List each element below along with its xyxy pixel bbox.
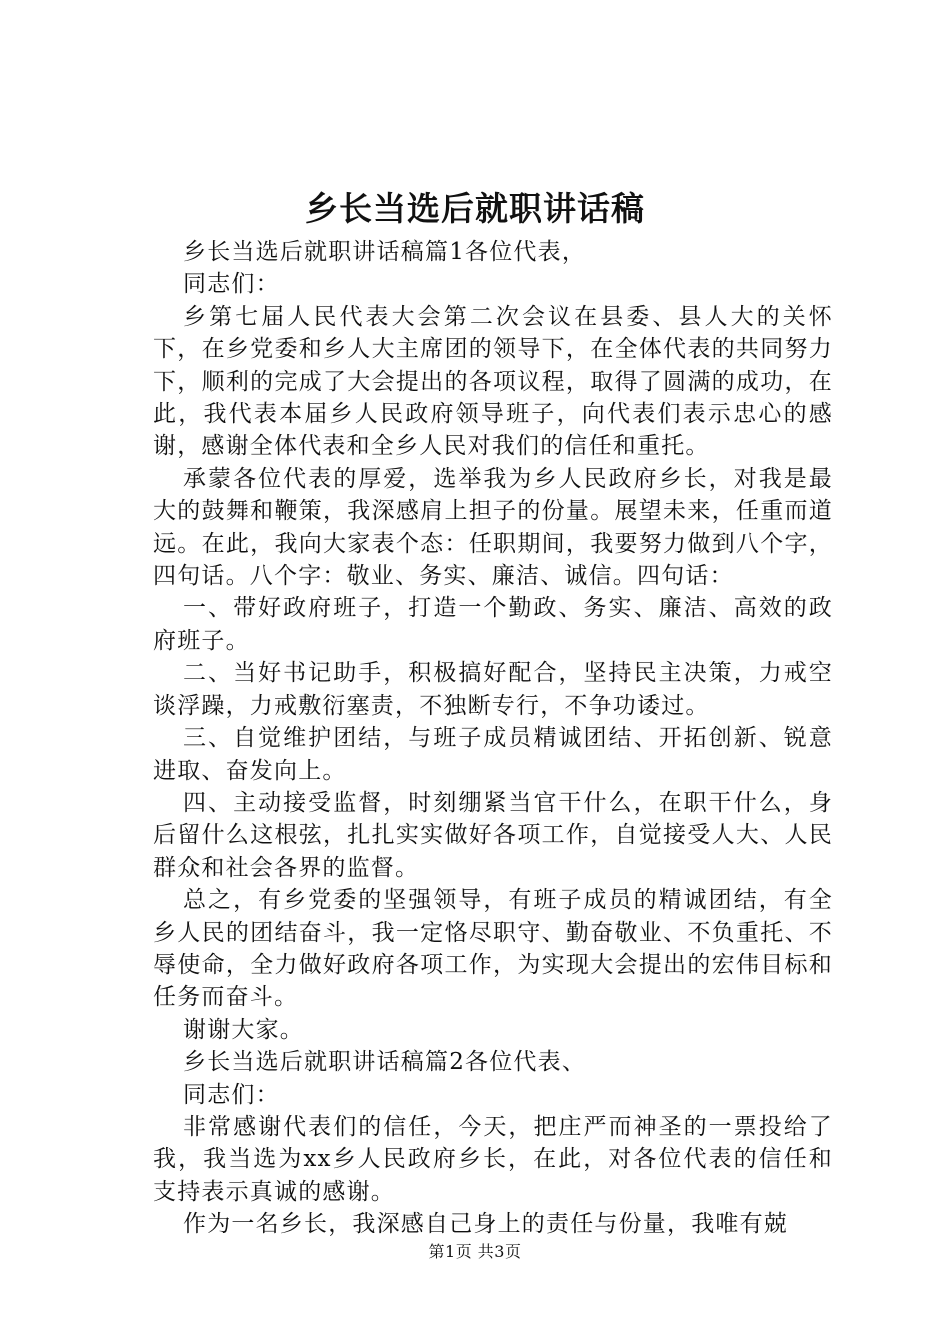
paragraph: 同志们： — [183, 1081, 280, 1108]
document-title: 乡长当选后就职讲话稿 — [305, 189, 645, 228]
paragraph: 一、带好政府班子，打造一个勤政、务实、廉洁、高效的政府班子。 — [153, 595, 833, 654]
paragraph: 总之，有乡党委的坚强领导，有班子成员的精诚团结，有全乡人民的团结奋斗，我一定恪尽职守、勤奋敬业、不负重托、不辱使命，全力做好政府各项工作，为实现大会提出的宏伟目标和任务而奋斗。 — [153, 887, 833, 1011]
paragraph: 三、自觉维护团结，与班子成员精诚团结、开拓创新、锐意进取、奋发向上。 — [153, 725, 833, 784]
paragraph: 承蒙各位代表的厚爱，选举我为乡人民政府乡长，对我是最大的鼓舞和鞭策，我深感肩上担子的份量。展望未来，任重而道远。在此，我向大家表个态：任职期间，我要努力做到八个字，四句话。八个字：敬业、务实、廉洁、诚信。四句话： — [153, 465, 833, 590]
page-footer: 第1页 共3页 — [428, 1242, 522, 1261]
paragraph: 乡长当选后就职讲话稿篇1各位代表， — [183, 239, 587, 265]
paragraph: 乡第七届人民代表大会第二次会议在县委、县人大的关怀下，在乡党委和乡人大主席团的领导下，在全体代表的共同努力下，顺利的完成了大会提出的各项议程，取得了圆满的成功，在此，我代表本届乡人民政府领导班子，向代表们表示忠心的感谢，感谢全体代表和全乡人民对我们的信任和重托。 — [153, 303, 833, 460]
document-body — [153, 236, 833, 1241]
paragraph: 二、当好书记助手，积极搞好配合，坚持民主决策，力戒空谈浮躁，力戒敷衍塞责，不独断专行，不争功诿过。 — [153, 660, 833, 719]
paragraph: 作为一名乡长，我深感自己身上的责任与份量，我唯有兢 — [183, 1211, 788, 1238]
paragraph: 乡长当选后就职讲话稿篇2各位代表、 — [183, 1049, 587, 1076]
paragraph: 同志们： — [183, 271, 280, 298]
paragraph: 谢谢大家。 — [183, 1016, 304, 1043]
paragraph: 非常感谢代表们的信任，今天，把庄严而神圣的一票投给了我，我当选为xx乡人民政府乡长，在此，对各位代表的信任和支持表示真诚的感谢。 — [153, 1113, 833, 1205]
paragraph: 四、主动接受监督，时刻绷紧当官干什么，在职干什么，身后留什么这根弦，扎扎实实做好各项工作，自觉接受人大、人民群众和社会各界的监督。 — [153, 789, 833, 881]
